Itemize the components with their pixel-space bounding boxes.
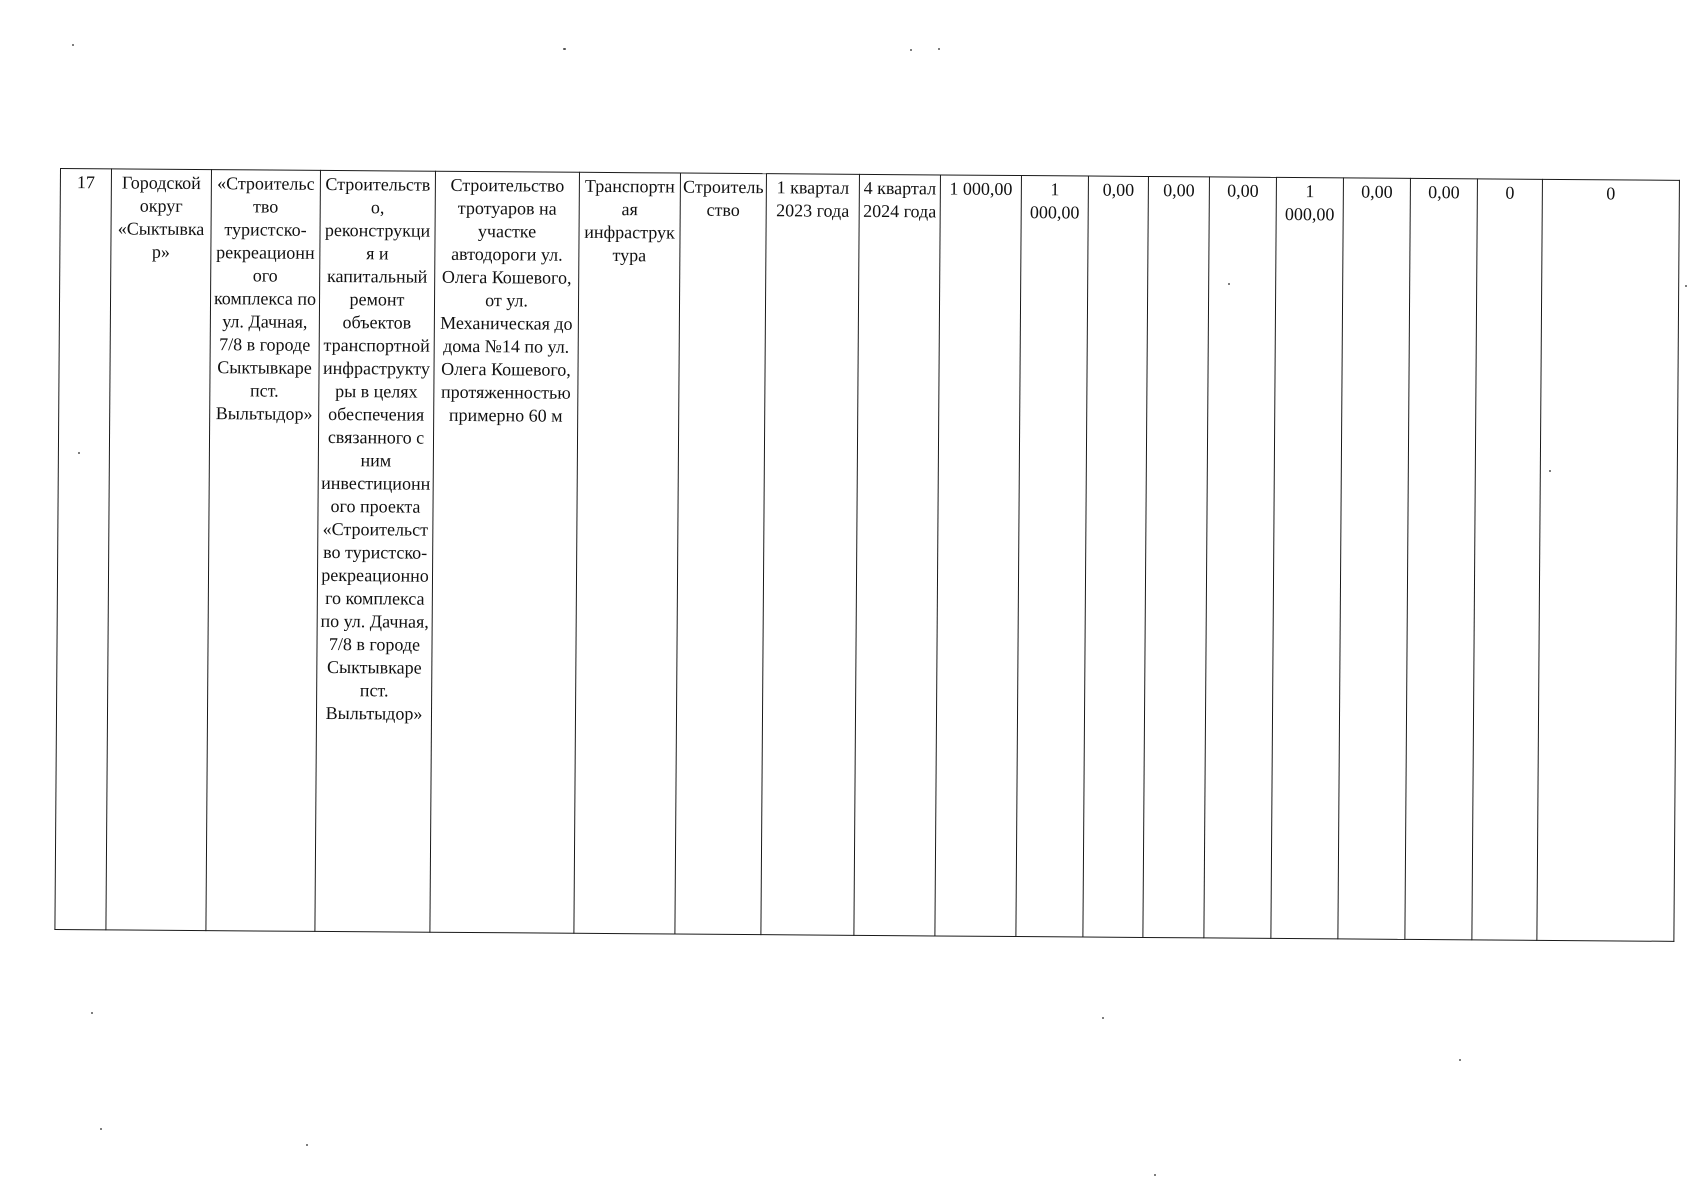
value-cell-10: 0 [1537,179,1680,941]
scan-speck [938,48,940,50]
scan-speck [100,1128,102,1130]
value-cell-7: 0,00 [1338,178,1411,939]
object-name-cell: Строительство тротуаров на участке автодороги ул. Олега Кошевого, от ул. Механическая до дома №14 по ул. Олега Кошевого, протяженностью примерно 60 м [430,171,580,933]
scan-speck [1228,283,1230,285]
scan-speck [91,1012,93,1014]
municipality-cell: Городской округ «Сыктывкар» [106,169,212,931]
value-cell-2: 1 000,00 [1016,176,1089,937]
infrastructure-type-cell: Транспортная инфраструктура [574,172,681,934]
infrastructure-table [54,168,1680,942]
end-period-cell: 4 квартал 2024 года [854,174,941,936]
scan-speck [306,1144,308,1146]
row-number-cell: 17 [55,169,112,930]
value-cell-8: 0,00 [1405,178,1478,939]
value-cell-3: 0,00 [1083,176,1149,937]
value-cell-4: 0,00 [1143,176,1210,937]
scan-speck [78,452,80,454]
value-cell-5: 0,00 [1204,177,1277,938]
value-cell-6: 1 000,00 [1271,177,1344,938]
goal-cell: Строительство, реконструкция и капитальный ремонт объектов транспортной инфраструктуры в целях обеспечения связанного с ним инвестиционного проекта «Строительство туристско-рекреационного комплекса по ул. Дачная, 7/8 в городе Сыктывкаре пст. Выльтыдор» [315,170,436,932]
work-type-cell: Строительство [675,173,767,935]
start-period-cell: 1 квартал 2023 года [761,174,860,936]
scan-speck [910,49,912,51]
scan-speck [1459,1059,1461,1061]
value-cell-9: 0 [1472,179,1543,940]
value-cell-1: 1 000,00 [935,175,1022,937]
scan-speck [1685,285,1687,287]
table-row [55,169,1680,942]
scan-speck [1154,1174,1156,1176]
scan-speck [563,48,566,50]
scan-speck [1102,1017,1104,1019]
investment-project-cell: «Строительство туристско-рекреационного комплекса по ул. Дачная, 7/8 в городе Сыктывкаре пст. Выльтыдор» [206,170,321,932]
scan-speck [72,44,74,46]
scan-speck [1549,470,1551,472]
